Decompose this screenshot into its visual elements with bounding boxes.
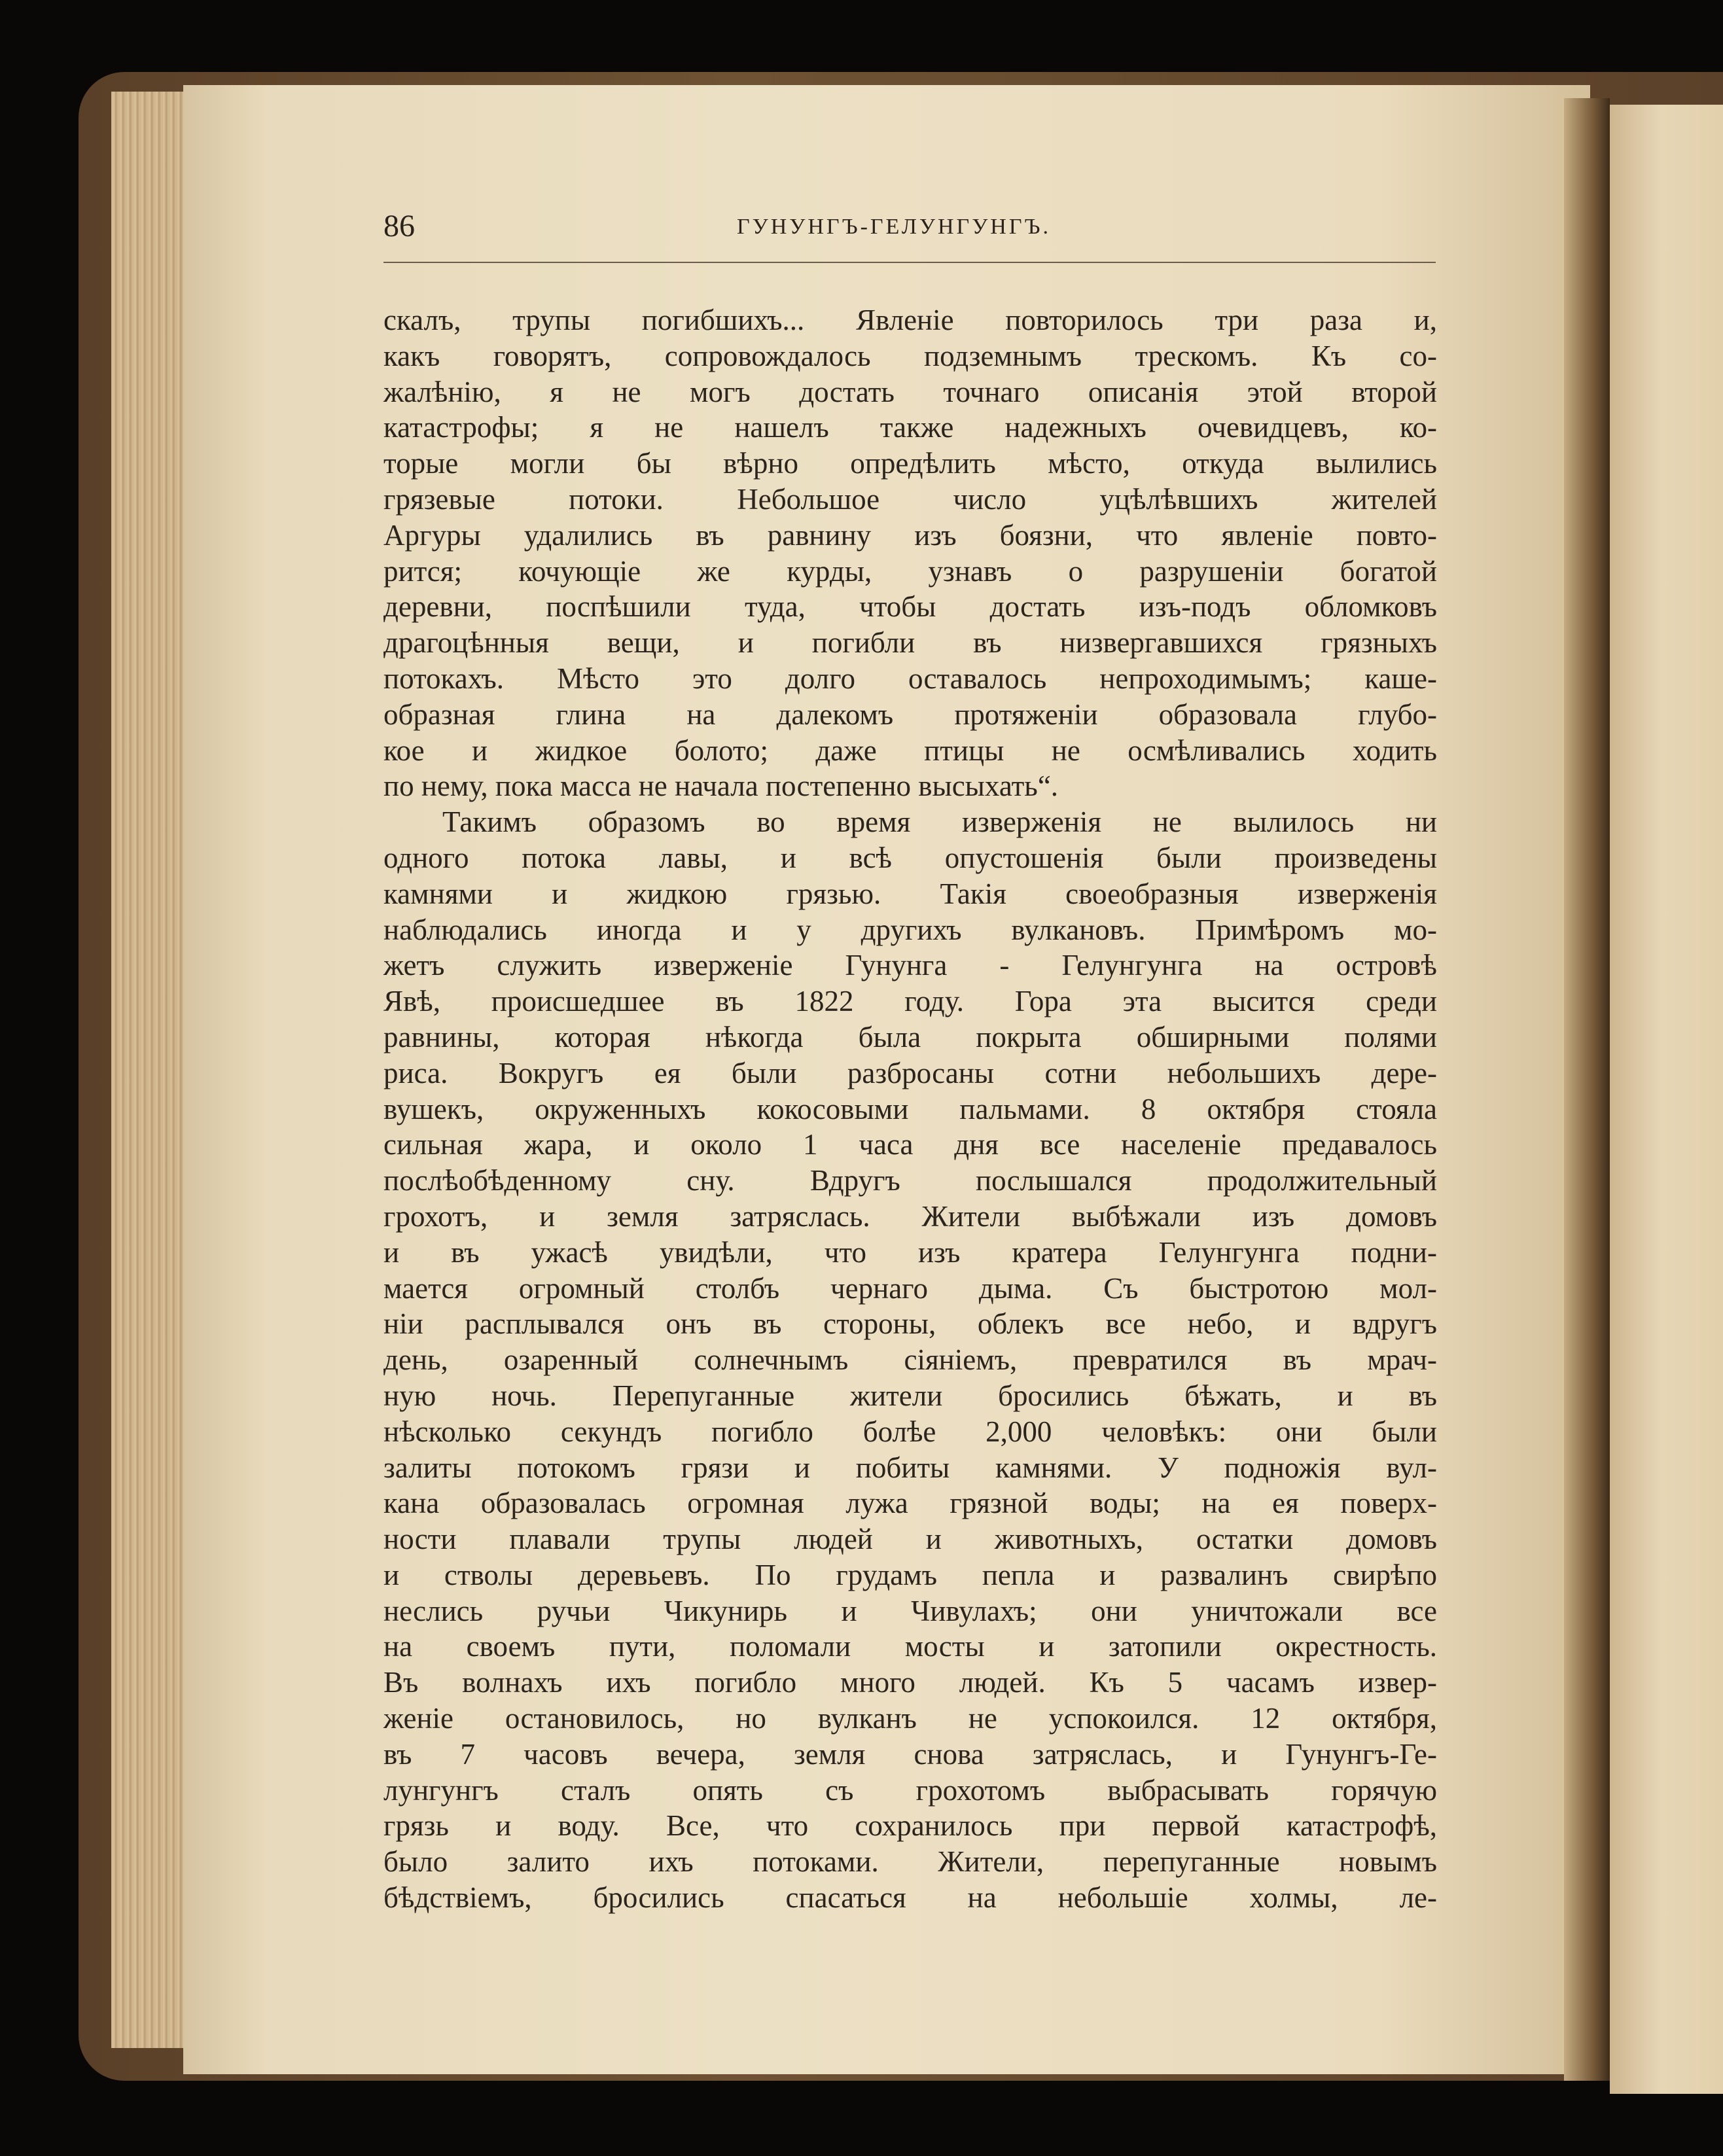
text-line: Явѣ, происшедшее въ 1822 году. Гора эта высится среди: [383, 985, 1437, 1018]
text-line: было залито ихъ потоками. Жители, перепуганные новымъ: [383, 1845, 1437, 1879]
text-line: и въ ужасѣ увидѣли, что изъ кратера Гелунгунга подни-: [383, 1235, 1437, 1269]
text-line: Аргуры удалились въ равнину изъ боязни, что явленіе повто-: [383, 518, 1437, 552]
paragraph-first-line: Такимъ образомъ во время изверженія не вылилось ни: [442, 805, 1437, 839]
running-title: ГУНУНГЪ-ГЕЛУНГУНГЪ.: [737, 215, 1051, 239]
text-line: рится; кочующіе же курды, узнавъ о разрушеніи богатой: [383, 554, 1437, 588]
text-line: бѣдствіемъ, бросились спасаться на небольшіе холмы, ле-: [383, 1881, 1437, 1915]
text-line: ности плавали трупы людей и животныхъ, остатки домовъ: [383, 1523, 1437, 1556]
text-line: потокахъ. Мѣсто это долго оставалось непроходимымъ; каше-: [383, 662, 1437, 695]
text-line: и стволы деревьевъ. По грудамъ пепла и развалинъ свирѣпо: [383, 1558, 1437, 1591]
text-line: одного потока лавы, и всѣ опустошенія были произведены: [383, 841, 1437, 874]
text-line: послѣобѣденному сну. Вдругъ послышался продолжительный: [383, 1164, 1437, 1197]
text-line: нѣсколько секундъ погибло болѣе 2,000 человѣкъ: они были: [383, 1415, 1437, 1448]
book-gutter: [1564, 98, 1610, 2081]
text-line: риса. Вокругъ ея были разбросаны сотни небольшихъ дере-: [383, 1056, 1437, 1089]
page-header: [383, 208, 1436, 260]
text-line: неслись ручьи Чикунирь и Чивулахъ; они уничтожали все: [383, 1594, 1437, 1627]
text-line: въ 7 часовъ вечера, земля снова затряслась, и Гунунгъ-Ге-: [383, 1737, 1437, 1771]
text-line: на своемъ пути, поломали мосты и затопили окрестность.: [383, 1630, 1437, 1663]
text-line: ніи расплывался онъ въ стороны, облекъ все небо, и вдругъ: [383, 1307, 1437, 1341]
text-line: женіе остановилось, но вулканъ не успокоился. 12 октября,: [383, 1702, 1437, 1735]
header-rule: [383, 262, 1436, 263]
body-text: [383, 302, 1437, 1916]
text-line: деревни, поспѣшили туда, чтобы достать изъ-подъ обломковъ: [383, 590, 1437, 624]
text-line: лунгунгъ сталъ опять съ грохотомъ выбрасывать горячую: [383, 1773, 1437, 1807]
text-line: мается огромный столбъ чернаго дыма. Съ быстротою мол-: [383, 1271, 1437, 1305]
text-line: наблюдались иногда и у другихъ вулкановъ. Примѣромъ мо-: [383, 913, 1437, 946]
text-line: равнины, которая нѣкогда была покрыта обширными полями: [383, 1020, 1437, 1053]
facing-page-edge: [1610, 105, 1723, 2094]
text-line: образная глина на далекомъ протяженіи образовала глубо-: [383, 698, 1437, 731]
text-line: кана образовалась огромная лужа грязной воды; на ея поверх-: [383, 1487, 1437, 1520]
text-line: жетъ служить изверженіе Гунунга - Гелунгунга на островѣ: [383, 949, 1437, 982]
text-line: залиты потокомъ грязи и побиты камнями. У подножія вул-: [383, 1451, 1437, 1484]
text-line: катастрофы; я не нашелъ также надежныхъ очевидцевъ, ко-: [383, 411, 1437, 444]
text-line: грохотъ, и земля затряслась. Жители выбѣжали изъ домовъ: [383, 1199, 1437, 1233]
text-line: день, озаренный солнечнымъ сіяніемъ, превратился въ мрач-: [383, 1343, 1437, 1377]
text-line: скалъ, трупы погибшихъ... Явленіе повторилось три раза и,: [383, 304, 1437, 336]
text-line: по нему, пока масса не начала постепенно высыхать“.: [383, 769, 1059, 803]
text-line: камнями и жидкою грязью. Такія своеобразныя изверженія: [383, 877, 1437, 910]
text-line: грязь и воду. Все, что сохранилось при первой катастрофѣ,: [383, 1809, 1437, 1843]
text-line: сильная жара, и около 1 часа дня все населеніе предавалось: [383, 1128, 1437, 1161]
text-line: кое и жидкое болото; даже птицы не осмѣливались ходить: [383, 733, 1437, 767]
text-line: вушекъ, окруженныхъ кокосовыми пальмами. 8 октября стояла: [383, 1092, 1437, 1125]
text-line: торые могли бы вѣрно опредѣлить мѣсто, откуда вылились: [383, 447, 1437, 480]
text-line: драгоцѣнныя вещи, и погибли въ низвергавшихся грязныхъ: [383, 626, 1437, 660]
page-number: 86: [383, 209, 415, 243]
text-line: жалѣнію, я не могъ достать точнаго описанія этой второй: [383, 375, 1437, 408]
text-line: ную ночь. Перепуганные жители бросились бѣжать, и въ: [383, 1379, 1437, 1412]
text-line: грязевые потоки. Небольшое число уцѣлѣвшихъ жителей: [383, 482, 1437, 516]
text-line: Въ волнахъ ихъ погибло много людей. Къ 5 часамъ извер-: [383, 1666, 1437, 1699]
text-line: какъ говорятъ, сопровождалось подземнымъ трескомъ. Къ со-: [383, 339, 1437, 372]
